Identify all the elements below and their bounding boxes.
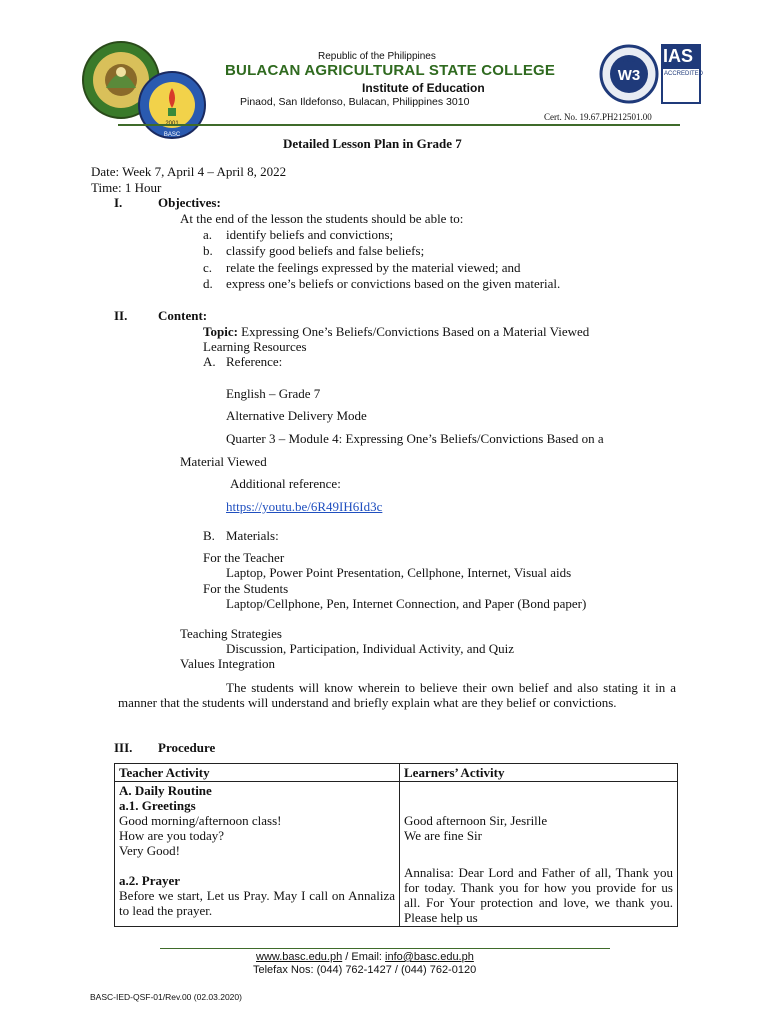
objective-text: express one’s beliefs or convictions based on the given material.: [226, 276, 561, 291]
teacher-cell: [115, 782, 400, 927]
footer-divider: [160, 948, 610, 949]
republic-text: Republic of the Philippines: [318, 51, 436, 62]
website-link[interactable]: www.basc.edu.ph: [256, 951, 343, 963]
section-2-title: Content:: [158, 308, 208, 323]
ias-accredited-text: ACCREDITED: [664, 71, 704, 77]
table-header-row: [115, 764, 678, 782]
college-address: Pinaod, San Ildefonso, Bulacan, Philippines 3010: [240, 96, 470, 108]
strategies-text: Discussion, Participation, Individual Activity, and Quiz: [226, 641, 515, 656]
for-teacher-label: For the Teacher: [203, 550, 285, 565]
institute-seal-logo: [134, 70, 210, 140]
materials-letter: B.: [203, 528, 215, 543]
procedure-table: [114, 763, 678, 927]
strategies-label: Teaching Strategies: [180, 626, 282, 641]
footer-telefax: Telefax Nos: (044) 762-1427 / (044) 762-0120: [253, 964, 477, 976]
reference-3-continued: Material Viewed: [180, 454, 267, 469]
materials-label: Materials:: [226, 528, 279, 543]
ias-logo: [661, 44, 704, 104]
college-name: BULACAN AGRICULTURAL STATE COLLEGE: [225, 62, 556, 79]
section-1-title: Objectives:: [158, 195, 221, 210]
objective-letter: d.: [203, 276, 213, 291]
objective-text: identify beliefs and convictions;: [226, 227, 394, 242]
objective-letter: b.: [203, 243, 213, 258]
teacher-materials: Laptop, Power Point Presentation, Cellphone, Internet, Visual aids: [226, 565, 572, 580]
teacher-line: How are you today?: [119, 828, 225, 843]
values-label: Values Integration: [180, 656, 275, 671]
youtube-reference-link[interactable]: https://youtu.be/6R49IH6Id3c: [226, 499, 383, 514]
document-code: BASC-IED-QSF-01/Rev.00 (02.03.2020): [90, 992, 242, 1002]
objectives-intro: At the end of the lesson the students should be able to:: [180, 211, 464, 226]
for-students-label: For the Students: [203, 581, 289, 596]
w3-text: W3: [617, 67, 641, 84]
email-label: / Email:: [342, 951, 386, 963]
daily-routine-heading: A. Daily Routine: [119, 783, 212, 798]
date-line: Date: Week 7, April 4 – April 8, 2022: [91, 164, 287, 179]
objective-text: classify good beliefs and false beliefs;: [226, 243, 425, 258]
topic-label: Topic:: [203, 324, 238, 339]
learner-line: Good afternoon Sir, Jesrille: [404, 813, 548, 828]
certificate-number: Cert. No. 19.67.PH212501.00: [544, 112, 652, 122]
prayer-response: Annalisa: Dear Lord and Father of all, Thank you for today. Thank you for how you provide for us all. For Your protection and love, we thank you. Please help us: [404, 865, 673, 925]
document-title: Detailed Lesson Plan in Grade 7: [283, 136, 462, 151]
acs-w3-logo: [598, 44, 660, 104]
email-link[interactable]: info@basc.edu.ph: [385, 951, 474, 963]
section-3-number: III.: [114, 740, 133, 755]
table-row: [115, 782, 678, 927]
additional-reference-label: Additional reference:: [230, 476, 341, 491]
topic-line: [203, 324, 589, 339]
footer-contact-line: [256, 951, 474, 963]
reference-3: Quarter 3 – Module 4: Expressing One’s Beliefs/Convictions Based on a: [226, 431, 604, 446]
objective-letter: a.: [203, 227, 213, 242]
seal-abbr-text: BASC: [163, 132, 181, 138]
learner-line: We are fine Sir: [404, 828, 482, 843]
teacher-line: Very Good!: [119, 843, 181, 858]
reference-letter: A.: [203, 354, 216, 369]
time-line: Time: 1 Hour: [91, 180, 162, 195]
reference-2: Alternative Delivery Mode: [226, 408, 367, 423]
acs-text: ACS: [622, 58, 636, 64]
teacher-line: Good morning/afternoon class!: [119, 813, 282, 828]
header-divider: [118, 124, 680, 126]
student-materials: Laptop/Cellphone, Pen, Internet Connection, and Paper (Bond paper): [226, 596, 587, 611]
section-1-number: I.: [114, 195, 123, 210]
institute-name: Institute of Education: [362, 81, 485, 95]
prayer-heading: a.2. Prayer: [119, 873, 181, 888]
section-3-title: Procedure: [158, 740, 216, 755]
greetings-heading: a.1. Greetings: [119, 798, 196, 813]
prayer-text: Before we start, Let us Pray. May I call on Annaliza to lead the prayer.: [119, 888, 395, 918]
values-paragraph: The students will know wherein to believe their own belief and also stating it in a manner that the students will understand and briefly explain what are they belief or convictions.: [118, 680, 676, 710]
column-header: Learners’ Activity: [400, 764, 678, 782]
reference-label: Reference:: [226, 354, 283, 369]
objective-text: relate the feelings expressed by the material viewed; and: [226, 260, 521, 275]
section-2-number: II.: [114, 308, 128, 323]
column-header: Teacher Activity: [115, 764, 400, 782]
objective-letter: c.: [203, 260, 213, 275]
learner-cell: [400, 782, 678, 927]
topic-text: Expressing One’s Beliefs/Convictions Based on a Material Viewed: [237, 324, 590, 339]
learning-resources-label: Learning Resources: [203, 339, 307, 354]
reference-1: English – Grade 7: [226, 386, 321, 401]
ias-text: IAS: [663, 46, 694, 66]
